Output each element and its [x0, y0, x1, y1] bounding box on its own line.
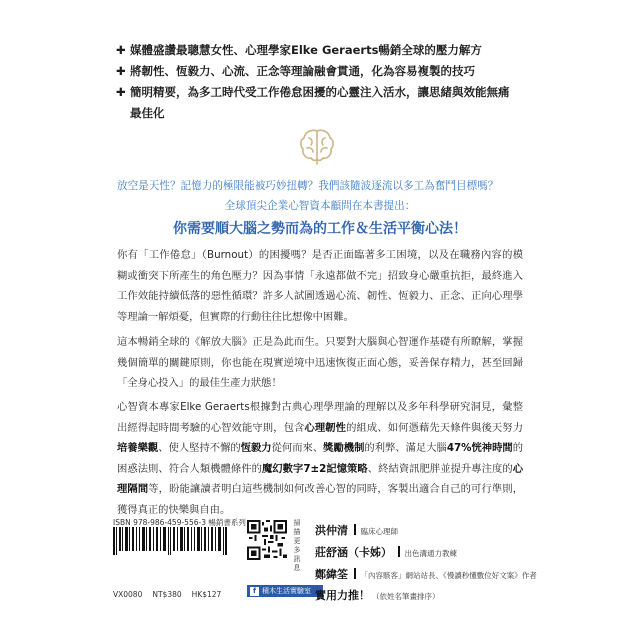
price-tw: NT$380: [152, 590, 182, 599]
barcode: [113, 527, 233, 555]
facebook-icon: f: [250, 587, 259, 596]
selling-point: ✚ 簡明精要，為多工時代受工作倦怠困擾的心靈注入活水，讓思緒與效能無痛最佳化: [116, 82, 516, 124]
intro-question: 放空是天性？記憶力的極限能被巧妙扭轉？我們該隨波逐流以多工為奮鬥目標嗎？: [117, 180, 499, 192]
endorser: 洪仲清 臨床心理師: [315, 524, 398, 537]
body-paragraph-1: 你有「工作倦怠」（Burnout）的困擾嗎？是否正面臨著多工困境，以及在職務內容的模糊或衝突下所產生的角色壓力？因為事情「永遠都做不完」招致身心嚴重抗拒，最終進入工作效能持續低落的惡性循環？許多人試圖透過心流、韌性、恆毅力、正念、正向心理學等理論一解煩憂，但實際的行動往往比想像中困難。: [117, 249, 523, 323]
plus-icon: ✚: [116, 43, 126, 57]
emphasis: 恆毅力: [240, 442, 272, 454]
emphasis: 心理隔間: [117, 462, 524, 495]
isbn: ISBN 978-986-459-556-3 暢銷書系列: [113, 518, 246, 527]
emphasis: 47%恍神時間: [446, 442, 513, 454]
intro-subtitle: 全球頂尖企業心智資本顧問在本書提出：: [224, 200, 416, 212]
body-paragraph-3: 心智資本專家Elke Geraerts根據對古典心理學理論的理解以及多年科學研究洞見，彙整出經得起時間考驗的心智效能守則，包含心理韌性的組成、如何憑藉先天條件與後天努力培養樂觀、使人堅持不懈的恆毅力從何而來、獎勵機制的利弊、滿足大腦47%恍神時間的困惑法則、符合人類機體條件的魔幻數字7±2記憶策略、終結資訊肥胖並提升專注度的心理隔間等，盼能讓讀者明白這些機制如何改善心智的同時，客製出適合自己的可行準則，獲得真正的快樂與自由。: [117, 401, 524, 516]
product-code: VX0080: [113, 590, 143, 599]
headline: 你需要順大腦之勢而為的工作＆生活平衡心法！: [173, 221, 467, 237]
endorser: 莊舒涵（卡姊） 出色溝通力教練: [315, 546, 457, 559]
price-hk: HK$127: [191, 590, 222, 599]
brain-icon: [297, 126, 337, 166]
selling-point: ✚ 媒體盛讚最聰慧女性、心理學家Elke Geraerts暢銷全球的壓力解方: [116, 40, 516, 61]
endorser: 鄭緯筌 「內容駭客」網站站長、《慢讀秒懂數位好文案》作者: [315, 568, 537, 581]
emphasis: 魔幻數字7±2記憶策略: [261, 462, 368, 475]
selling-point: ✚ 將韌性、恆毅力、心流、正念等理論融會貫通，化為容易複製的技巧: [116, 61, 516, 82]
plus-icon: ✚: [116, 64, 126, 78]
emphasis: 獎勵機制: [323, 442, 365, 454]
emphasis: 心理韌性: [304, 421, 347, 434]
price-line: [113, 590, 231, 599]
qr-code[interactable]: [247, 520, 287, 560]
endorsement-footer: 實用力推！ （依姓名筆畫排序）: [315, 589, 440, 602]
facebook-page-tag[interactable]: f 積木生活實驗室: [247, 585, 323, 597]
selling-points: [116, 40, 516, 124]
body-paragraph-2: 這本暢銷全球的《解放大腦》正是為此而生。只要對大腦與心智運作基礎有所瞭解，掌握幾個簡單的關鍵原則，你也能在現實逆境中迅速恢復正面心態，妥善保存精力，甚至回歸「全身心投入」的最佳生產力狀態！: [117, 336, 523, 389]
qr-label: 掃描更多訊息: [293, 519, 301, 572]
emphasis: 培養樂觀: [117, 442, 159, 454]
plus-icon: ✚: [116, 85, 126, 99]
